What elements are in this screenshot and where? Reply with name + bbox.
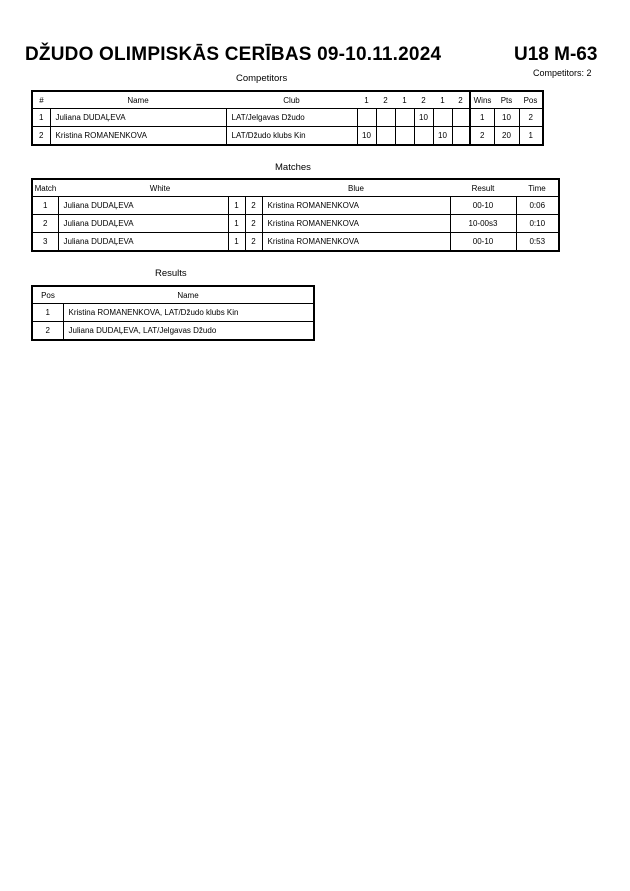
cell-score — [433, 109, 452, 127]
cell-score — [376, 127, 395, 146]
cell-pos: 2 — [32, 322, 63, 341]
cell-blue: Kristina ROMANENKOVA — [262, 215, 450, 233]
table-header-row — [32, 91, 543, 109]
cell-match: 2 — [32, 215, 58, 233]
cell-name: Kristina ROMANENKOVA, LAT/Džudo klubs Kin — [63, 304, 314, 322]
cell-pos: 2 — [519, 109, 543, 127]
cell-score — [452, 109, 470, 127]
cell-blue: Kristina ROMANENKOVA — [262, 197, 450, 215]
col-pos: Pos — [41, 290, 55, 300]
cell-pos: 1 — [519, 127, 543, 146]
table-row — [32, 109, 543, 127]
table-header-row — [32, 179, 559, 197]
cell-result: 10-00s3 — [450, 215, 516, 233]
col-round: 1 — [364, 95, 369, 105]
competitors-section-title: Competitors — [236, 73, 288, 84]
table-row — [32, 215, 559, 233]
cell-pts: 10 — [494, 109, 519, 127]
col-name: Name — [127, 95, 149, 105]
cell-score — [395, 109, 414, 127]
table-row — [32, 197, 559, 215]
cell-score: 10 — [357, 127, 376, 146]
cell-pts: 20 — [494, 127, 519, 146]
cell-club: LAT/Jelgavas Džudo — [226, 109, 357, 127]
cell-blue-num: 2 — [245, 197, 262, 215]
competitors-count: Competitors: 2 — [533, 68, 592, 78]
cell-wins: 2 — [470, 127, 494, 146]
cell-time: 0:06 — [516, 197, 559, 215]
cell-white: Juliana DUDAĻEVA — [58, 197, 228, 215]
cell-blue: Kristina ROMANENKOVA — [262, 233, 450, 252]
col-round: 1 — [440, 95, 445, 105]
cell-name: Juliana DUDAĻEVA — [50, 109, 226, 127]
cell-match: 3 — [32, 233, 58, 252]
col-pos: Pos — [523, 95, 538, 105]
cell-time: 0:53 — [516, 233, 559, 252]
col-round: 2 — [458, 95, 463, 105]
cell-num: 1 — [32, 109, 50, 127]
cell-score — [452, 127, 470, 146]
cell-club: LAT/Džudo klubs Kin — [226, 127, 357, 146]
cell-score — [357, 109, 376, 127]
matches-section-title: Matches — [275, 162, 311, 173]
results-section-title: Results — [155, 268, 187, 279]
cell-name: Juliana DUDAĻEVA, LAT/Jelgavas Džudo — [63, 322, 314, 341]
col-round: 2 — [383, 95, 388, 105]
cell-white: Juliana DUDAĻEVA — [58, 215, 228, 233]
results-table — [31, 285, 315, 341]
table-row — [32, 322, 314, 341]
cell-pos: 1 — [32, 304, 63, 322]
col-match: Match — [34, 183, 57, 193]
cell-blue-num: 2 — [245, 233, 262, 252]
table-row — [32, 304, 314, 322]
table-row — [32, 127, 543, 146]
col-wins: Wins — [470, 91, 494, 109]
cell-white: Juliana DUDAĻEVA — [58, 233, 228, 252]
matches-table — [31, 178, 560, 252]
page-title: DŽUDO OLIMPISKĀS CERĪBAS 09-10.11.2024 — [25, 44, 442, 65]
cell-score — [376, 109, 395, 127]
col-round: 2 — [421, 95, 426, 105]
col-blue: Blue — [347, 183, 364, 193]
category-label: U18 M-63 — [514, 44, 598, 65]
col-num: # — [39, 95, 44, 105]
cell-wins: 1 — [470, 109, 494, 127]
cell-score — [414, 127, 433, 146]
cell-white-num: 1 — [228, 215, 245, 233]
col-name: Name — [177, 290, 199, 300]
competitors-table — [31, 90, 544, 146]
col-result: Result — [471, 183, 495, 193]
cell-white-num: 1 — [228, 197, 245, 215]
cell-time: 0:10 — [516, 215, 559, 233]
col-time: Time — [528, 183, 546, 193]
cell-score: 10 — [414, 109, 433, 127]
col-club: Club — [283, 95, 300, 105]
cell-name: Kristina ROMANENKOVA — [50, 127, 226, 146]
cell-match: 1 — [32, 197, 58, 215]
cell-num: 2 — [32, 127, 50, 146]
cell-white-num: 1 — [228, 233, 245, 252]
cell-blue-num: 2 — [245, 215, 262, 233]
cell-score — [395, 127, 414, 146]
table-header-row — [32, 286, 314, 304]
cell-score: 10 — [433, 127, 452, 146]
cell-result: 00-10 — [450, 197, 516, 215]
col-round: 1 — [402, 95, 407, 105]
table-row — [32, 233, 559, 252]
cell-result: 00-10 — [450, 233, 516, 252]
col-white: White — [149, 183, 171, 193]
col-pts: Pts — [500, 95, 513, 105]
